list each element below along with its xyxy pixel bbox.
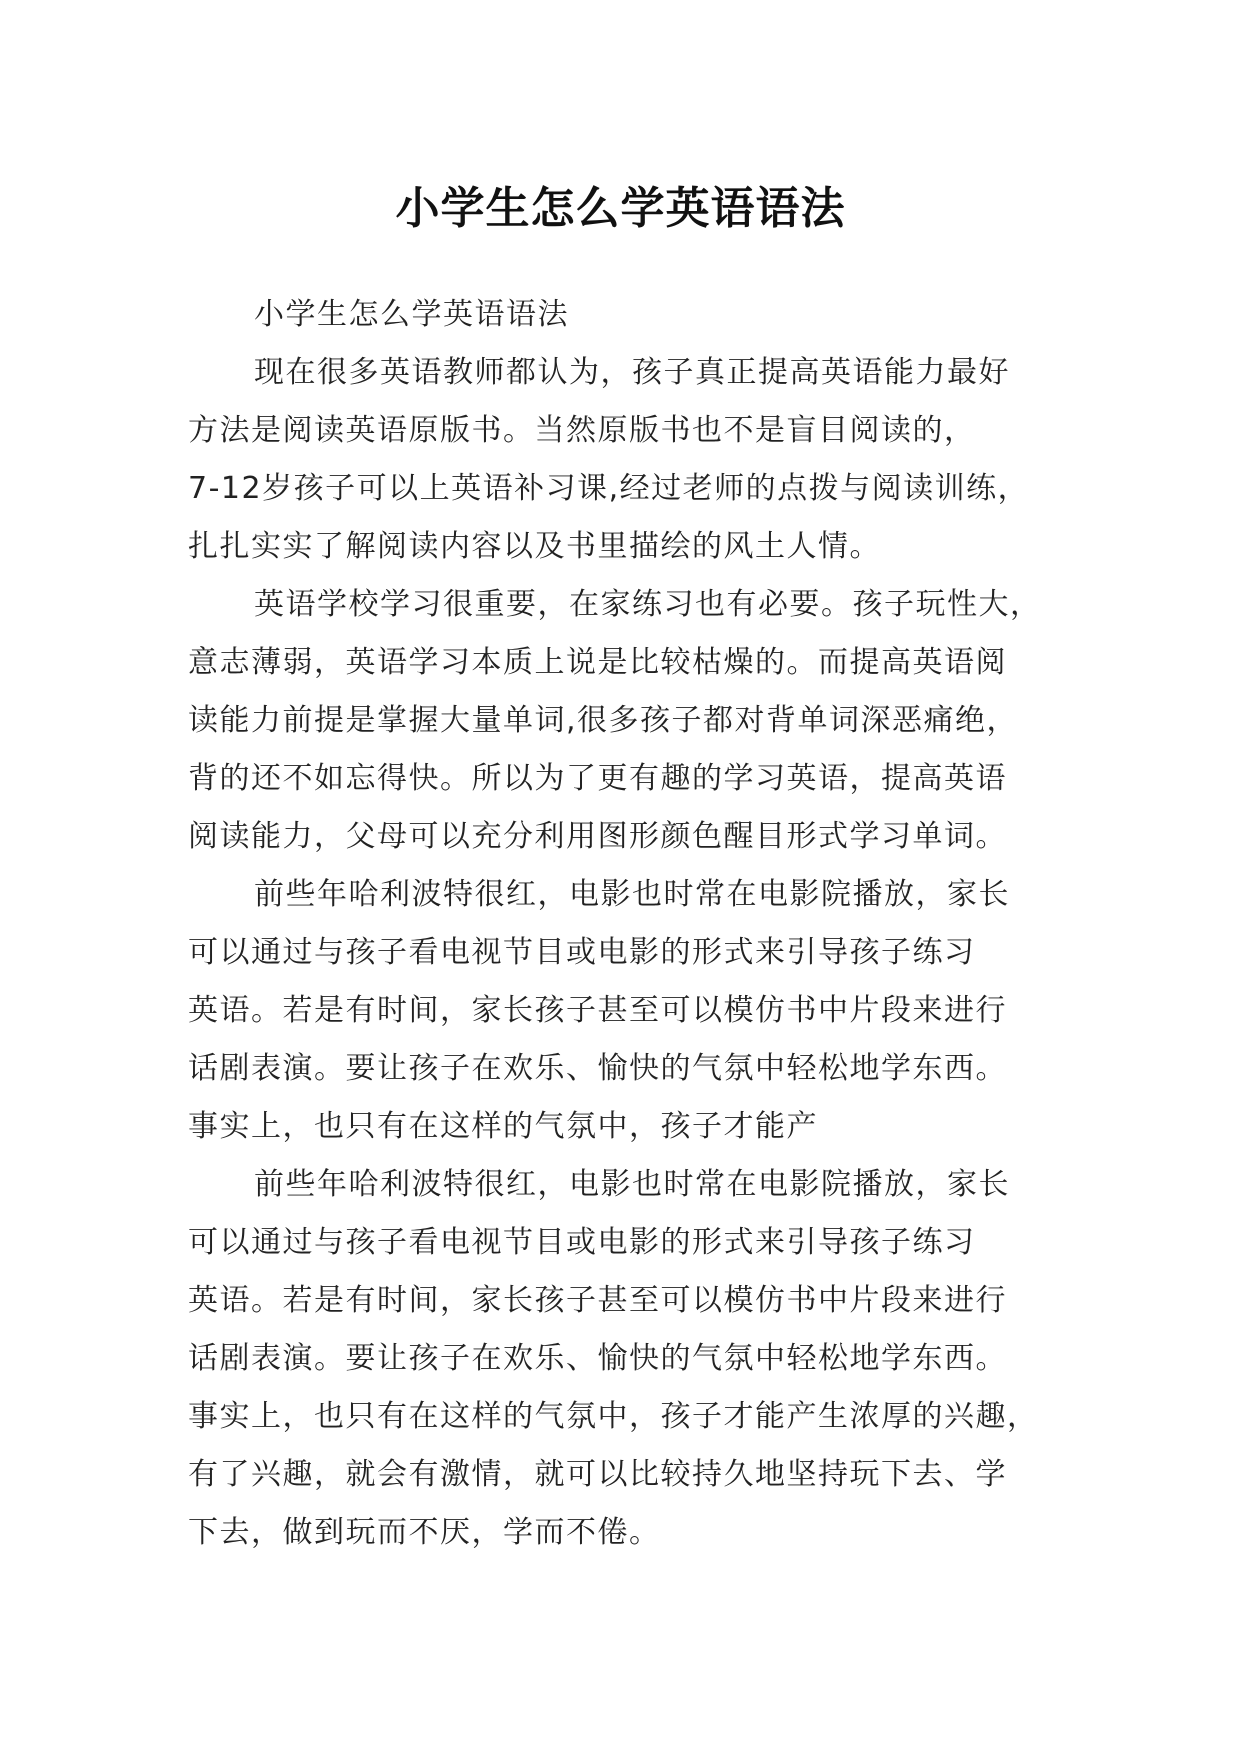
- text-line: 英语学校学习很重要，在家练习也有必要。孩子玩性大，: [254, 587, 1042, 622]
- paragraph: [188, 1156, 1058, 1562]
- text-line: 7-12岁孩子可以上英语补习课,经过老师的点拨与阅读训练，: [188, 471, 1030, 506]
- text-line: 事实上，也只有在这样的气氛中，孩子才能产生浓厚的兴趣，: [188, 1399, 1039, 1434]
- text-line: 扎扎实实了解阅读内容以及书里描绘的风土人情。: [188, 529, 881, 564]
- text-line: 英语。若是有时间，家长孩子甚至可以模仿书中片段来进行: [188, 993, 1007, 1028]
- text-line: 可以通过与孩子看电视节目或电影的形式来引导孩子练习: [188, 935, 976, 970]
- text-line: 方法是阅读英语原版书。当然原版书也不是盲目阅读的，: [188, 413, 976, 448]
- text-line: 阅读能力，父母可以充分利用图形颜色醒目形式学习单词。: [188, 819, 1007, 854]
- text-line: 英语。若是有时间，家长孩子甚至可以模仿书中片段来进行: [188, 1283, 1007, 1318]
- paragraph: [188, 344, 1058, 576]
- text-line: 有了兴趣，就会有激情，就可以比较持久地坚持玩下去、学: [188, 1457, 1007, 1492]
- text-line: 小学生怎么学英语语法: [254, 297, 569, 332]
- text-line: 事实上，也只有在这样的气氛中，孩子才能产: [188, 1109, 818, 1144]
- text-line: 读能力前提是掌握大量单词,很多孩子都对背单词深恶痛绝，: [188, 703, 1019, 738]
- document-body: [188, 286, 1058, 1562]
- text-line: 话剧表演。要让孩子在欢乐、愉快的气氛中轻松地学东西。: [188, 1341, 1007, 1376]
- text-line: 现在很多英语教师都认为，孩子真正提高英语能力最好: [254, 355, 1010, 390]
- text-line: 下去，做到玩而不厌，学而不倦。: [188, 1515, 661, 1550]
- document-title: 小学生怎么学英语语法: [395, 183, 846, 235]
- text-line: 意志薄弱，英语学习本质上说是比较枯燥的。而提高英语阅: [188, 645, 1007, 680]
- text-line: 背的还不如忘得快。所以为了更有趣的学习英语，提高英语: [188, 761, 1007, 796]
- text-line: 前些年哈利波特很红，电影也时常在电影院播放，家长: [254, 877, 1010, 912]
- text-line: 前些年哈利波特很红，电影也时常在电影院播放，家长: [254, 1167, 1010, 1202]
- paragraph-heading: [188, 286, 1058, 344]
- paragraph: [188, 866, 1058, 1156]
- text-line: 可以通过与孩子看电视节目或电影的形式来引导孩子练习: [188, 1225, 976, 1260]
- paragraph: [188, 576, 1058, 866]
- text-line: 话剧表演。要让孩子在欢乐、愉快的气氛中轻松地学东西。: [188, 1051, 1007, 1086]
